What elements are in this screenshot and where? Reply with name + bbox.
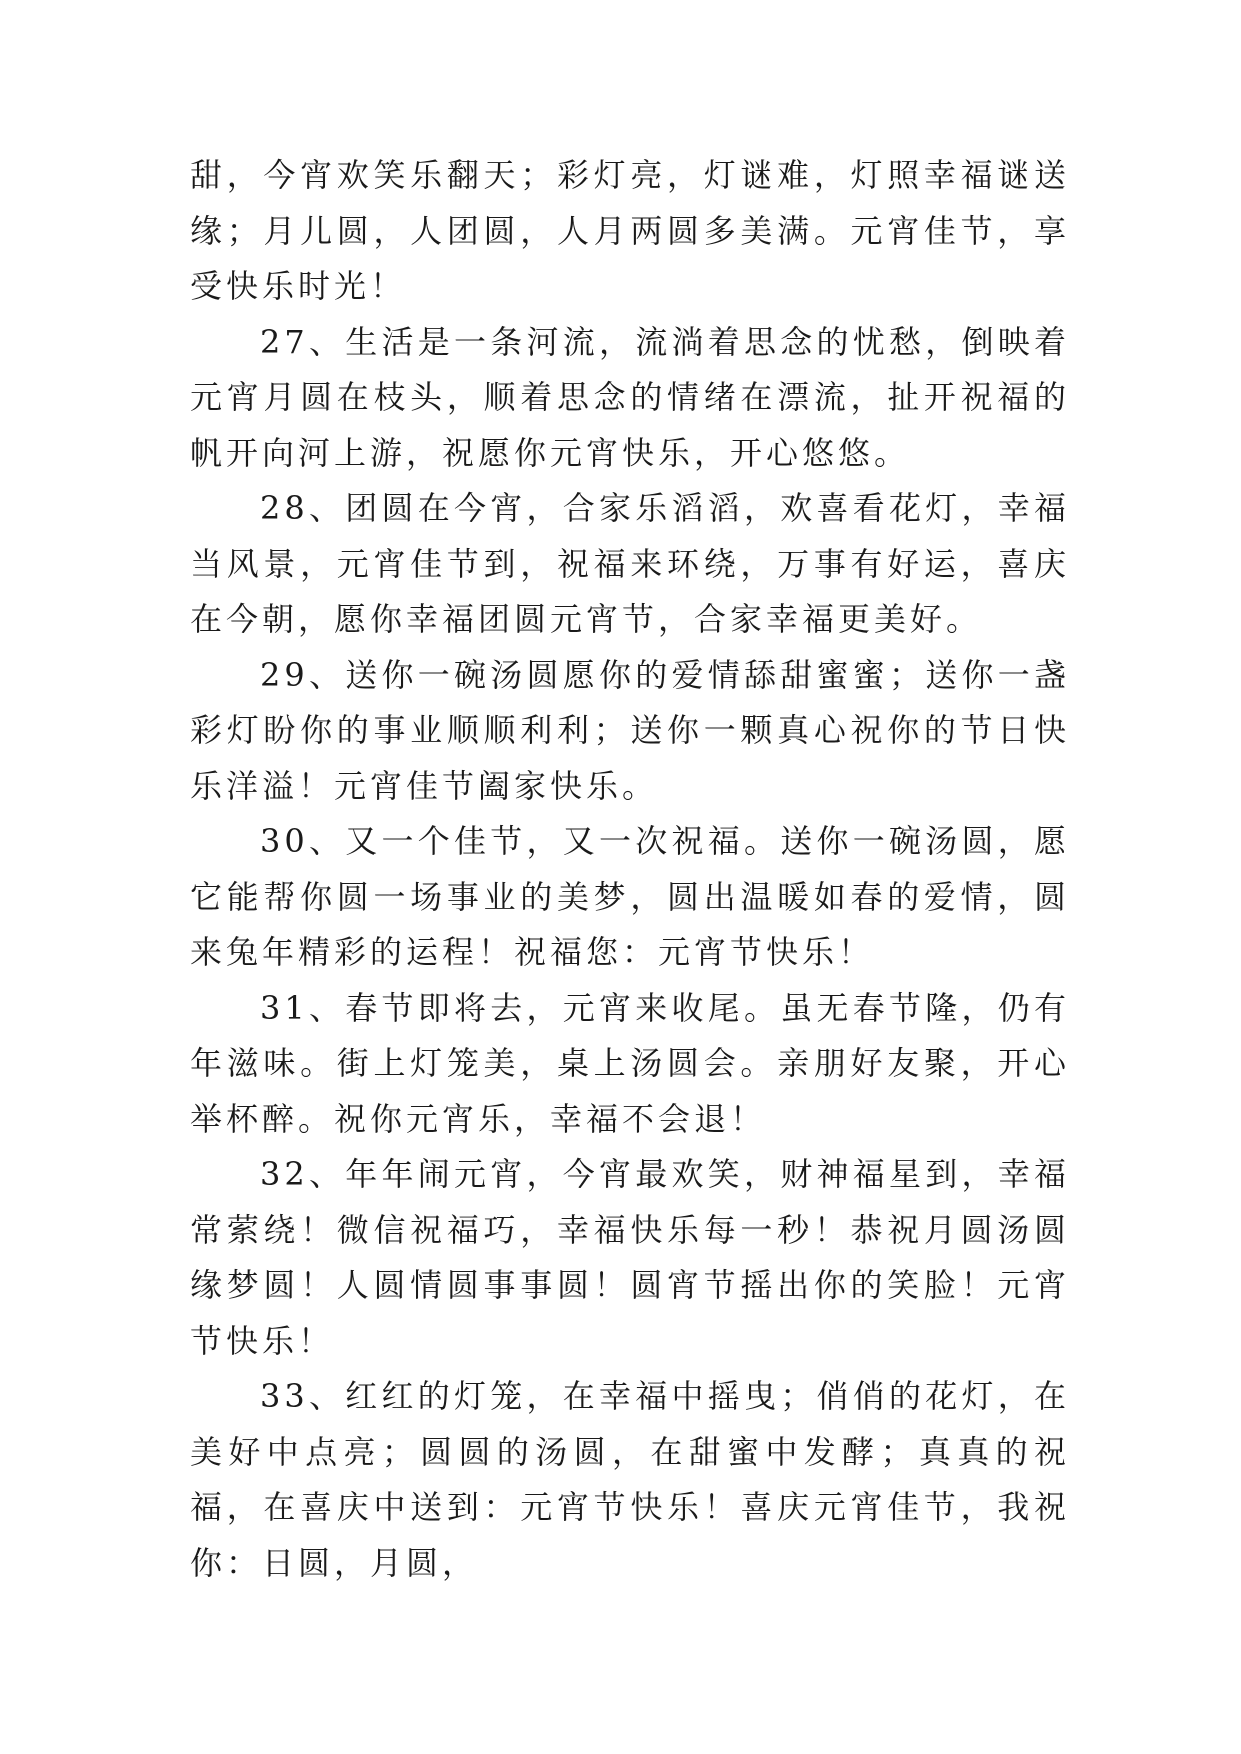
- paragraph-28: 28、团圆在今宵，合家乐滔滔，欢喜看花灯，幸福当风景，元宵佳节到，祝福来环绕，万事有好运，喜庆在今朝，愿你幸福团圆元宵节，合家幸福更美好。: [190, 489, 1070, 638]
- paragraph-29: 29、送你一碗汤圆愿你的爱情舔甜蜜蜜；送你一盏彩灯盼你的事业顺顺利利；送你一颗真心祝你的节日快乐洋溢！元宵佳节阖家快乐。: [190, 655, 1070, 805]
- paragraph-32: 32、年年闹元宵，今宵最欢笑，财神福星到，幸福常萦绕！微信祝福巧，幸福快乐每一秒！恭祝月圆汤圆缘梦圆！人圆情圆事事圆！圆宵节摇出你的笑脸！元宵节快乐！: [190, 1155, 1070, 1360]
- paragraph-33: 33、红红的灯笼，在幸福中摇曳；俏俏的花灯，在美好中点亮；圆圆的汤圆，在甜蜜中发酵；真真的祝福，在喜庆中送到：元宵节快乐！喜庆元宵佳节，我祝你：日圆，月圆，: [190, 1377, 1070, 1582]
- paragraph-26-continued: 甜，今宵欢笑乐翻天；彩灯亮，灯谜难，灯照幸福谜送缘；月儿圆，人团圆，人月两圆多美满。元宵佳节，享受快乐时光！: [190, 156, 1070, 305]
- document-body: [190, 148, 1070, 1591]
- paragraph-27: 27、生活是一条河流，流淌着思念的忧愁，倒映着元宵月圆在枝头，顺着思念的情绪在漂流，扯开祝福的帆开向河上游，祝愿你元宵快乐，开心悠悠。: [190, 322, 1070, 472]
- paragraph-31: 31、春节即将去，元宵来收尾。虽无春节隆，仍有年滋味。街上灯笼美，桌上汤圆会。亲朋好友聚，开心举杯醉。祝你元宵乐，幸福不会退！: [190, 988, 1070, 1138]
- paragraph-30: 30、又一个佳节，又一次祝福。送你一碗汤圆，愿它能帮你圆一场事业的美梦，圆出温暖如春的爱情，圆来兔年精彩的运程！祝福您：元宵节快乐！: [190, 822, 1070, 971]
